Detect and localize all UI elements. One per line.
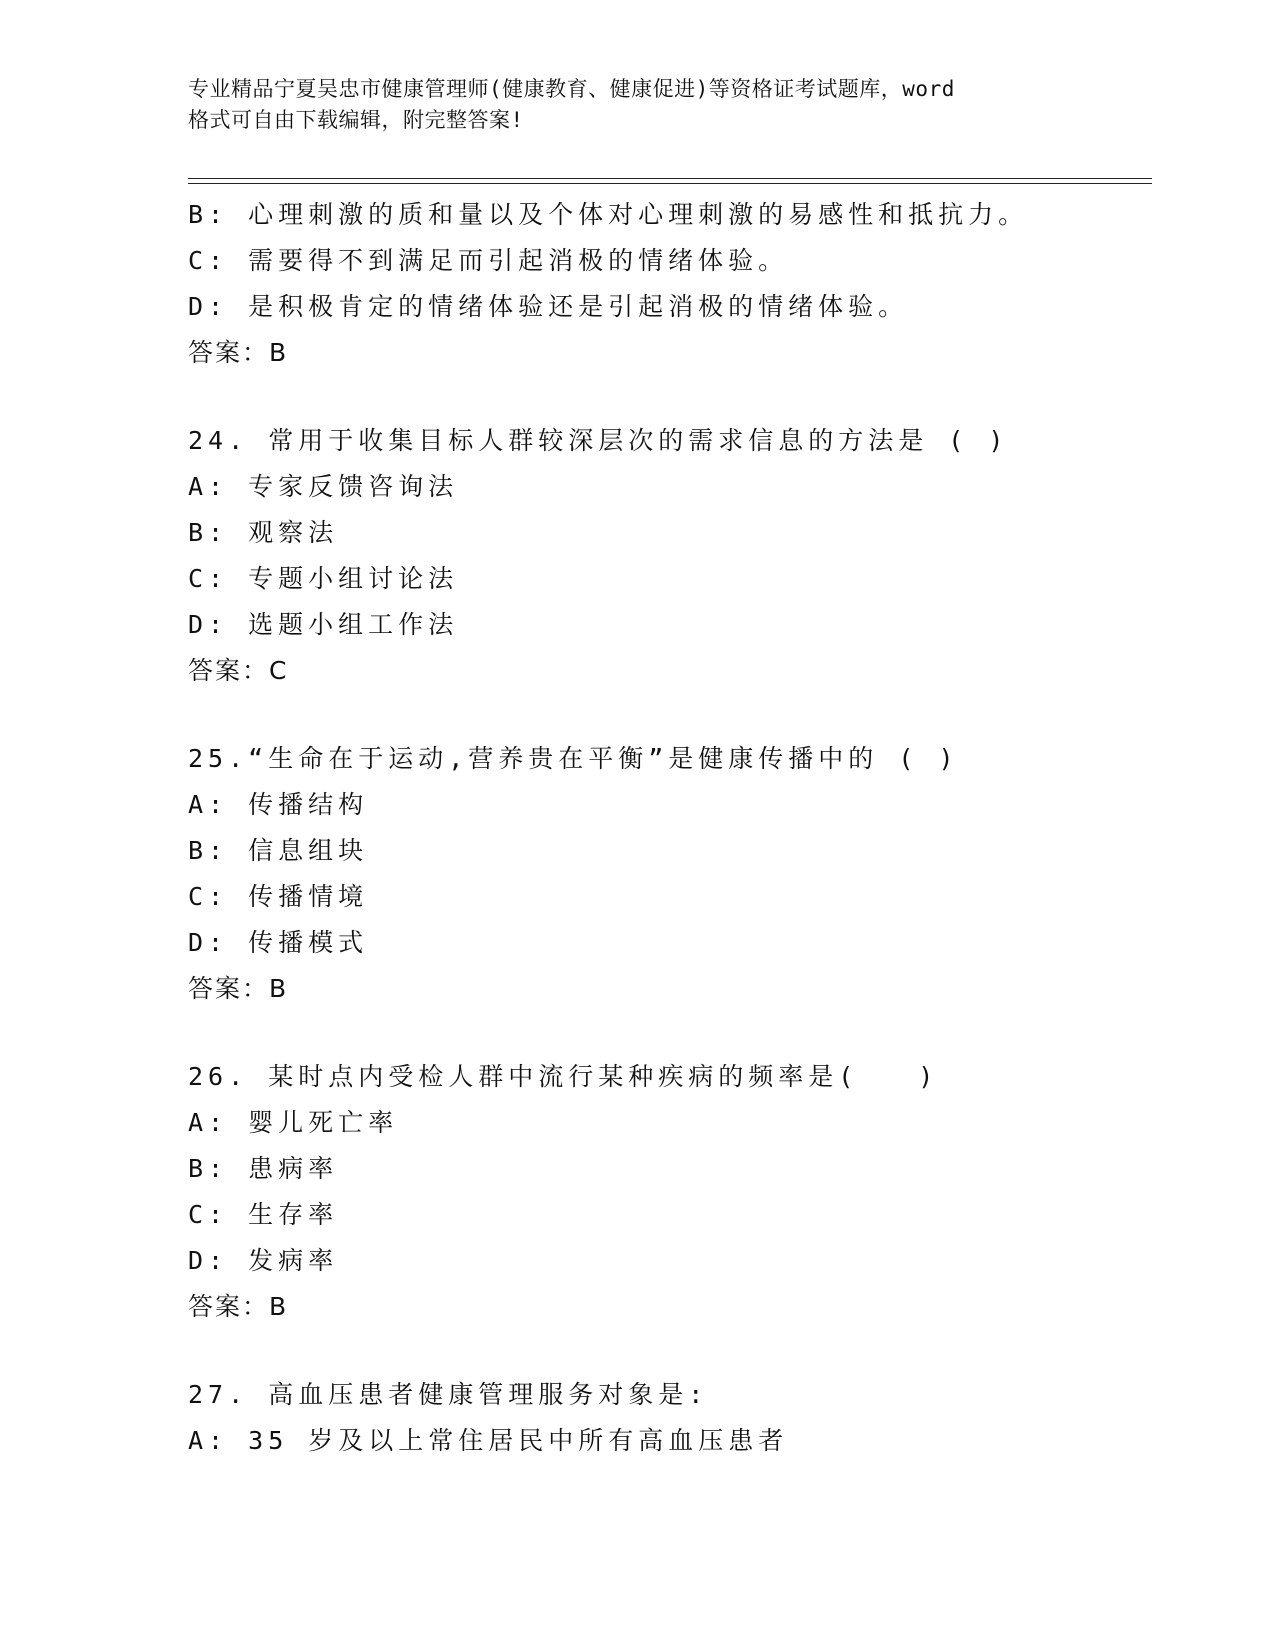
header-rule-top xyxy=(188,178,1152,179)
answer-line: 答案：B xyxy=(188,338,289,367)
header-title-line-2: 格式可自由下载编辑，附完整答案! xyxy=(188,108,524,132)
question-stem: 25.“生命在于运动,营养贵在平衡”是健康传播中的 ( ) xyxy=(188,744,959,773)
option-c: C: 生存率 xyxy=(188,1200,339,1229)
question-list xyxy=(188,192,1148,1464)
question-25 xyxy=(188,736,1148,1012)
question-24 xyxy=(188,418,1148,694)
header-title-line-1: 专业精品宁夏吴忠市健康管理师(健康教育、健康促进)等资格证考试题库，word xyxy=(188,77,955,101)
option-b: B: 信息组块 xyxy=(188,836,369,865)
option-d: D: 发病率 xyxy=(188,1246,339,1275)
option-b: B: 患病率 xyxy=(188,1154,339,1183)
question-stem: 26. 某时点内受检人群中流行某种疾病的频率是( ) xyxy=(188,1062,939,1091)
option-b: B: 心理刺激的质和量以及个体对心理刺激的易感性和抵抗力。 xyxy=(188,200,1029,229)
option-a: A: 35 岁及以上常住居民中所有高血压患者 xyxy=(188,1426,789,1455)
option-a: A: 婴儿死亡率 xyxy=(188,1108,399,1137)
question-stem: 24. 常用于收集目标人群较深层次的需求信息的方法是 ( ) xyxy=(188,426,1009,455)
answer-line: 答案：B xyxy=(188,1292,289,1321)
spacer xyxy=(188,376,1148,418)
option-d: D: 是积极肯定的情绪体验还是引起消极的情绪体验。 xyxy=(188,292,909,321)
spacer xyxy=(188,1012,1148,1054)
spacer xyxy=(188,1330,1148,1372)
option-b: B: 观察法 xyxy=(188,518,339,547)
question-stem: 27. 高血压患者健康管理服务对象是: xyxy=(188,1380,709,1409)
header-rule-bottom xyxy=(188,183,1152,184)
option-d: D: 选题小组工作法 xyxy=(188,610,459,639)
option-a: A: 传播结构 xyxy=(188,790,369,819)
option-c: C: 需要得不到满足而引起消极的情绪体验。 xyxy=(188,246,789,275)
option-a: A: 专家反馈咨询法 xyxy=(188,472,459,501)
option-c: C: 传播情境 xyxy=(188,882,369,911)
answer-line: 答案：C xyxy=(188,656,289,685)
spacer xyxy=(188,694,1148,736)
question-26 xyxy=(188,1054,1148,1330)
answer-line: 答案：B xyxy=(188,974,289,1003)
continued-question xyxy=(188,192,1148,376)
option-d: D: 传播模式 xyxy=(188,928,369,957)
question-27 xyxy=(188,1372,1148,1464)
option-c: C: 专题小组讨论法 xyxy=(188,564,459,593)
page-header xyxy=(188,74,1088,136)
